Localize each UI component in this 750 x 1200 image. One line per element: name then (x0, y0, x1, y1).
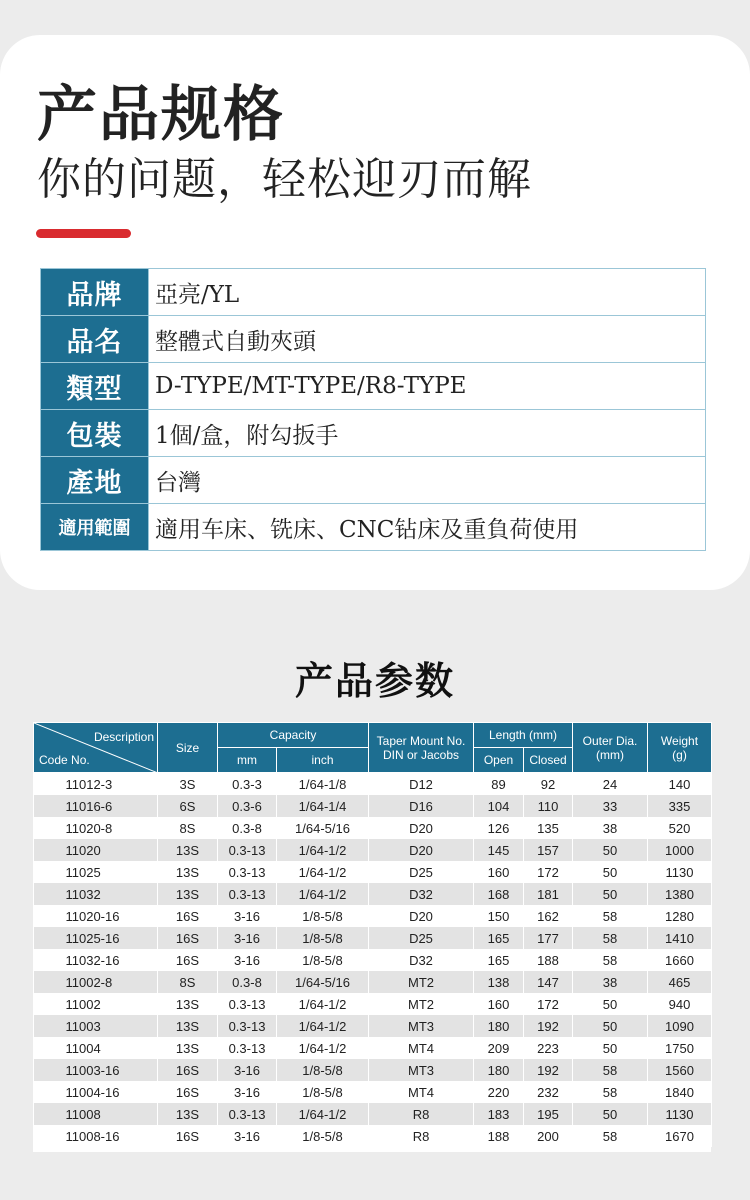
cell-open: 183 (474, 1103, 524, 1125)
cell-code: 11032 (34, 883, 158, 905)
spec-value: 亞亮/YL (149, 269, 706, 316)
cell-mm: 0.3-13 (218, 861, 277, 883)
spec-row-name (41, 316, 706, 363)
header-outer-dia (573, 723, 648, 773)
cell-weight: 940 (648, 993, 712, 1015)
cell-weight: 1130 (648, 1103, 712, 1125)
cell-taper: D32 (369, 949, 474, 971)
cell-size: 13S (158, 861, 218, 883)
spec-value: D-TYPE/MT-TYPE/R8-TYPE (149, 363, 706, 410)
cell-mm: 0.3-3 (218, 773, 277, 796)
table-row (34, 927, 712, 949)
page-subtitle: 你的问题，轻松迎刃而解 (37, 154, 532, 205)
cell-inch: 1/64-1/2 (277, 839, 369, 861)
cell-weight: 1840 (648, 1081, 712, 1103)
params-table (33, 722, 712, 1147)
cell-weight: 1380 (648, 883, 712, 905)
cell-closed: 172 (524, 993, 573, 1015)
table-row (34, 1059, 712, 1081)
cell-size: 13S (158, 1037, 218, 1059)
cell-outer-dia: 50 (573, 1015, 648, 1037)
cell-mm: 3-16 (218, 927, 277, 949)
cell-taper: MT2 (369, 993, 474, 1015)
header-taper (369, 723, 474, 773)
cell-taper: D20 (369, 839, 474, 861)
cell-size: 16S (158, 1059, 218, 1081)
table-row (34, 773, 712, 796)
cell-closed: 135 (524, 817, 573, 839)
cell-taper: D20 (369, 905, 474, 927)
cell-inch: 1/8-5/8 (277, 1125, 369, 1147)
spec-row-origin (41, 457, 706, 504)
cell-inch: 1/64-1/2 (277, 883, 369, 905)
spec-value: 適用车床、铣床、CNC钻床及重負荷使用 (149, 504, 706, 551)
header-capacity: Capacity (218, 723, 369, 748)
cell-outer-dia: 58 (573, 1125, 648, 1147)
header-mm: mm (218, 748, 277, 773)
table-row (34, 1125, 712, 1147)
table-row (34, 993, 712, 1015)
cell-weight: 1090 (648, 1015, 712, 1037)
header-code-no: Code No. (39, 753, 90, 767)
spec-value: 整體式自動夾頭 (149, 316, 706, 363)
cell-mm: 0.3-13 (218, 1037, 277, 1059)
cell-size: 16S (158, 1125, 218, 1147)
cell-outer-dia: 24 (573, 773, 648, 796)
header-description: Description (93, 730, 154, 744)
table-row (34, 1103, 712, 1125)
cell-inch: 1/64-5/16 (277, 817, 369, 839)
spec-key: 品牌 (41, 269, 149, 316)
cell-closed: 147 (524, 971, 573, 993)
cell-code: 11002-8 (34, 971, 158, 993)
cell-open: 160 (474, 861, 524, 883)
table-row (34, 1015, 712, 1037)
cell-inch: 1/64-1/8 (277, 773, 369, 796)
table-row (34, 883, 712, 905)
cell-closed: 232 (524, 1081, 573, 1103)
cell-size: 8S (158, 817, 218, 839)
cell-taper: MT3 (369, 1059, 474, 1081)
params-title: 产品参数 (294, 659, 455, 703)
header-taper-line1: Taper Mount No. (376, 733, 466, 748)
cell-outer-dia: 58 (573, 1059, 648, 1081)
cell-inch: 1/8-5/8 (277, 1059, 369, 1081)
cell-inch: 1/64-5/16 (277, 971, 369, 993)
cell-open: 145 (474, 839, 524, 861)
cell-open: 165 (474, 927, 524, 949)
spec-row-usage (41, 504, 706, 551)
cell-size: 16S (158, 1081, 218, 1103)
spec-row-type (41, 363, 706, 410)
cell-mm: 3-16 (218, 905, 277, 927)
cell-open: 160 (474, 993, 524, 1015)
cell-code: 11008 (34, 1103, 158, 1125)
spec-value: 台灣 (149, 457, 706, 504)
spec-table (40, 268, 706, 551)
spec-key: 類型 (41, 363, 149, 410)
cell-weight: 465 (648, 971, 712, 993)
cell-taper: D16 (369, 795, 474, 817)
cell-open: 138 (474, 971, 524, 993)
cell-taper: MT4 (369, 1037, 474, 1059)
cell-closed: 92 (524, 773, 573, 796)
spec-value: 1個/盒，附勾扳手 (149, 410, 706, 457)
cell-outer-dia: 50 (573, 993, 648, 1015)
cell-size: 16S (158, 949, 218, 971)
cell-taper: D20 (369, 817, 474, 839)
cell-inch: 1/8-5/8 (277, 905, 369, 927)
cell-weight: 1660 (648, 949, 712, 971)
cell-mm: 3-16 (218, 949, 277, 971)
cell-closed: 195 (524, 1103, 573, 1125)
table-row (34, 1081, 712, 1103)
header-inch: inch (277, 748, 369, 773)
cell-mm: 0.3-8 (218, 817, 277, 839)
cell-taper: MT4 (369, 1081, 474, 1103)
table-row (34, 817, 712, 839)
cell-weight: 335 (648, 795, 712, 817)
cell-code: 11004 (34, 1037, 158, 1059)
cell-mm: 3-16 (218, 1059, 277, 1081)
table-row (34, 1037, 712, 1059)
header-taper-line2: DIN or Jacobs (382, 747, 460, 762)
cell-taper: D25 (369, 927, 474, 949)
cell-closed: 110 (524, 795, 573, 817)
cell-mm: 3-16 (218, 1125, 277, 1147)
cell-outer-dia: 50 (573, 839, 648, 861)
cell-size: 13S (158, 993, 218, 1015)
cell-outer-dia: 58 (573, 905, 648, 927)
cell-weight: 1410 (648, 927, 712, 949)
cell-outer-dia: 50 (573, 1103, 648, 1125)
cell-open: 180 (474, 1015, 524, 1037)
cell-open: 150 (474, 905, 524, 927)
header-outer-line2: (mm) (596, 747, 624, 762)
cell-closed: 181 (524, 883, 573, 905)
cell-outer-dia: 50 (573, 883, 648, 905)
cell-code: 11012-3 (34, 773, 158, 796)
header-length: Length (mm) (474, 723, 573, 748)
cell-code: 11003-16 (34, 1059, 158, 1081)
spec-key: 品名 (41, 316, 149, 363)
cell-closed: 223 (524, 1037, 573, 1059)
cell-open: 89 (474, 773, 524, 796)
cell-open: 220 (474, 1081, 524, 1103)
cell-size: 13S (158, 839, 218, 861)
cell-weight: 1670 (648, 1125, 712, 1147)
cell-taper: R8 (369, 1103, 474, 1125)
cell-open: 180 (474, 1059, 524, 1081)
cell-code: 11025-16 (34, 927, 158, 949)
header-description-code (34, 723, 158, 773)
cell-mm: 0.3-13 (218, 993, 277, 1015)
cell-outer-dia: 38 (573, 817, 648, 839)
cell-weight: 1280 (648, 905, 712, 927)
cell-inch: 1/64-1/4 (277, 795, 369, 817)
cell-outer-dia: 58 (573, 949, 648, 971)
cell-outer-dia: 58 (573, 927, 648, 949)
cell-closed: 192 (524, 1015, 573, 1037)
cell-code: 11003 (34, 1015, 158, 1037)
cell-size: 13S (158, 1103, 218, 1125)
table-row (34, 795, 712, 817)
cell-open: 165 (474, 949, 524, 971)
cell-taper: D32 (369, 883, 474, 905)
cell-code: 11025 (34, 861, 158, 883)
table-row (34, 839, 712, 861)
header-weight-line1: Weight (660, 733, 699, 748)
spec-key: 包裝 (41, 410, 149, 457)
cell-inch: 1/64-1/2 (277, 1015, 369, 1037)
cell-taper: MT2 (369, 971, 474, 993)
cell-code: 11004-16 (34, 1081, 158, 1103)
cell-weight: 1000 (648, 839, 712, 861)
cell-weight: 140 (648, 773, 712, 796)
cell-size: 6S (158, 795, 218, 817)
cell-code: 11008-16 (34, 1125, 158, 1147)
spec-row-package (41, 410, 706, 457)
table-row (34, 905, 712, 927)
cell-weight: 1560 (648, 1059, 712, 1081)
cell-closed: 192 (524, 1059, 573, 1081)
cell-open: 168 (474, 883, 524, 905)
cell-code: 11002 (34, 993, 158, 1015)
spec-key: 適用範圍 (41, 504, 149, 551)
cell-size: 16S (158, 905, 218, 927)
cell-mm: 0.3-13 (218, 1103, 277, 1125)
cell-taper: MT3 (369, 1015, 474, 1037)
cell-closed: 172 (524, 861, 573, 883)
cell-closed: 157 (524, 839, 573, 861)
cell-inch: 1/8-5/8 (277, 949, 369, 971)
accent-bar (36, 229, 131, 238)
cell-code: 11020-16 (34, 905, 158, 927)
cell-code: 11020-8 (34, 817, 158, 839)
cell-size: 13S (158, 883, 218, 905)
cell-weight: 1750 (648, 1037, 712, 1059)
cell-inch: 1/64-1/2 (277, 993, 369, 1015)
header-size: Size (158, 723, 218, 773)
cell-inch: 1/64-1/2 (277, 861, 369, 883)
header-closed: Closed (524, 748, 573, 773)
cell-inch: 1/8-5/8 (277, 927, 369, 949)
cell-code: 11032-16 (34, 949, 158, 971)
cell-open: 188 (474, 1125, 524, 1147)
cell-mm: 0.3-8 (218, 971, 277, 993)
cell-code: 11016-6 (34, 795, 158, 817)
cell-outer-dia: 38 (573, 971, 648, 993)
cell-mm: 3-16 (218, 1081, 277, 1103)
cell-taper: R8 (369, 1125, 474, 1147)
cell-closed: 188 (524, 949, 573, 971)
cell-weight: 520 (648, 817, 712, 839)
cell-taper: D12 (369, 773, 474, 796)
params-table-body (34, 773, 712, 1148)
cell-closed: 177 (524, 927, 573, 949)
cell-outer-dia: 33 (573, 795, 648, 817)
cell-open: 126 (474, 817, 524, 839)
table-row (34, 861, 712, 883)
cell-size: 8S (158, 971, 218, 993)
cell-mm: 0.3-6 (218, 795, 277, 817)
header-weight-line2: (g) (672, 747, 687, 762)
cell-weight: 1130 (648, 861, 712, 883)
cell-inch: 1/8-5/8 (277, 1081, 369, 1103)
cell-size: 3S (158, 773, 218, 796)
cell-mm: 0.3-13 (218, 839, 277, 861)
cell-open: 209 (474, 1037, 524, 1059)
cell-mm: 0.3-13 (218, 1015, 277, 1037)
header-outer-line1: Outer Dia. (582, 733, 638, 748)
cell-closed: 162 (524, 905, 573, 927)
cell-closed: 200 (524, 1125, 573, 1147)
cell-mm: 0.3-13 (218, 883, 277, 905)
table-row (34, 971, 712, 993)
params-table-container (33, 722, 711, 1152)
cell-size: 13S (158, 1015, 218, 1037)
cell-inch: 1/64-1/2 (277, 1103, 369, 1125)
cell-open: 104 (474, 795, 524, 817)
spec-key: 產地 (41, 457, 149, 504)
cell-outer-dia: 50 (573, 861, 648, 883)
cell-code: 11020 (34, 839, 158, 861)
cell-outer-dia: 58 (573, 1081, 648, 1103)
cell-outer-dia: 50 (573, 1037, 648, 1059)
header-weight (648, 723, 712, 773)
cell-taper: D25 (369, 861, 474, 883)
table-row (34, 949, 712, 971)
cell-inch: 1/64-1/2 (277, 1037, 369, 1059)
header-open: Open (474, 748, 524, 773)
page-title: 产品规格 (37, 80, 285, 150)
spec-row-brand (41, 269, 706, 316)
cell-size: 16S (158, 927, 218, 949)
